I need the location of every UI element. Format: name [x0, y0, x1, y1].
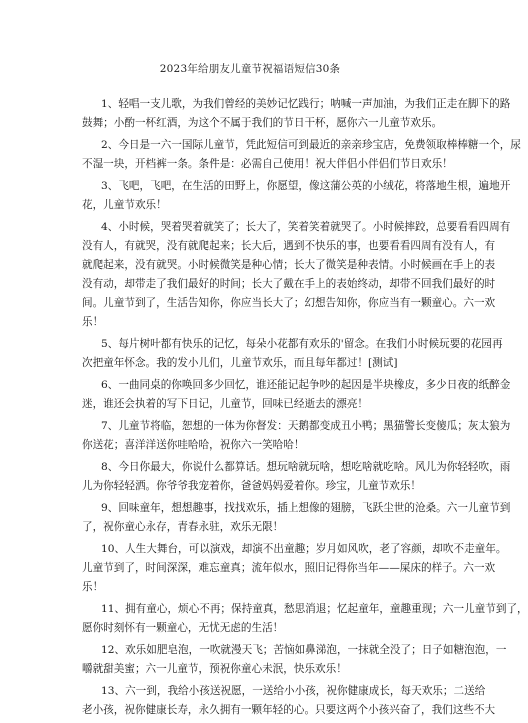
paragraph-line: 儿童节到了，时间深深，难忘童真；流年似水，照旧记得你当年——屎床的样子。六一欢	[82, 562, 496, 574]
document-body	[0, 95, 528, 723]
paragraph-line: 你送花；喜洋洋送你哇哈哈，祝你六一笑哈哈！	[82, 439, 305, 451]
paragraph	[0, 218, 511, 332]
paragraph	[0, 682, 500, 720]
paragraph-line: 没有动，却带走了我们最好的时间；长大了戴在手上的表始终动，却带不回我们最好的时	[82, 278, 496, 290]
paragraph	[0, 136, 521, 174]
paragraph-line: 2、今日是一六一国际儿童节，凭此短信可到最近的亲亲珍宝店，免费领取棒棒糖一个，尿	[101, 139, 521, 151]
paragraph-line: 儿为你轻轻洒。你爷爷我宠着你，爸爸妈妈爱着你。珍宝，儿童节欢乐！	[82, 480, 421, 492]
paragraph-line: 8、今日你最大，你说什么都算话。想玩啥就玩啥，想吃啥就吃啥。风儿为你轻轻吹，雨	[101, 461, 511, 473]
paragraph-line: 不湿一块，开档裤一条。条件是：必需自己使用！祝大伴侣小伴侣们节日欢乐！	[82, 158, 453, 170]
paragraph-line: 迷，谁还会执着的写下日记，儿童节，回味已经逝去的漂亮！	[82, 398, 369, 410]
paragraph-line: 愿你时刻怀有一颗童心，无忧无虑的生活！	[82, 622, 284, 634]
paragraph-line: 10、人生大舞台，可以演戏，却演不出童趣；岁月如风吹，老了容颜，却吹不走童年。	[101, 543, 507, 555]
paragraph-line: 9、回味童年，想想趣事，找找欢乐，插上想像的翅膀，飞跃尘世的沧桑。六一儿童节到	[101, 502, 511, 514]
paragraph	[0, 95, 511, 133]
paragraph-line: 嚼就甜美蜜；六一儿童节，预祝你童心未泯，快乐欢乐！	[82, 663, 347, 675]
paragraph-line: 就爬起来，没有就哭。小时候微笑是种心情；长大了微笑是种表情。小时候画在手上的表	[82, 259, 496, 271]
paragraph-line: 13、六一到，我给小孩送祝愿，一送给小小孩，祝你健康成长，每天欢乐；二送给	[101, 685, 486, 697]
paragraph	[0, 417, 511, 455]
paragraph-line: 3、飞吧，飞吧，在生活的田野上，你愿望，像这蒲公英的小绒花，将落地生根，遍地开	[101, 180, 511, 192]
paragraph-line: 5、每片树叶都有快乐的记忆，每朵小花都有欢乐的'留念。在我们小时候玩要的花园再	[101, 338, 503, 350]
paragraph	[0, 540, 507, 597]
paragraph	[0, 499, 511, 537]
paragraph	[0, 177, 511, 215]
paragraph-line: 花，儿童节欢乐！	[82, 199, 167, 211]
paragraph-line: 了，祝你童心永存，青春永驻，欢乐无限！	[82, 521, 284, 533]
paragraph-line: 4、小时候，哭着哭着就笑了；长大了，笑着笑着就哭了。小时候摔跤，总要看看四周有	[101, 221, 511, 233]
paragraph-line: 11、拥有童心，烦心不再；保持童真，愁思消退；忆起童年，童趣重现；六一儿童节到了，	[101, 603, 528, 615]
paragraph-line: 间。儿童节到了，生活告知你，你应当长大了；幻想告知你，你应当有一颗童心。六一欢	[82, 297, 496, 309]
paragraph	[0, 335, 503, 373]
paragraph-line: 次把童年怀念。我的发小儿们，儿童节欢乐，而且每年都过！[测试]	[82, 357, 398, 369]
paragraph-line: 12、欢乐如肥皂泡，一吹就漫天飞；苦恼如鼻涕泡，一抹就全没了；日子如糖泡泡，一	[101, 644, 507, 656]
paragraph-line: 乐！	[82, 316, 104, 328]
paragraph-line: 乐！	[82, 581, 104, 593]
paragraph-line: 没有人，有就哭，没有就爬起来；长大后，遇到不快乐的事，也要看看四周有没有人，有	[82, 240, 496, 252]
paragraph-line: 鼓舞；小酌一杯红酒，为这个不属于我们的节日干杯，愿你六一儿童节欢乐。	[82, 117, 443, 129]
paragraph	[0, 458, 511, 496]
paragraph-line: 老小孩，祝你健康长寿，永久拥有一颗年轻的心。只要这两个小孩兴奋了，我们这些不大	[82, 704, 496, 716]
paragraph-line: 1、轻唱一支儿歌，为我们曾经的美妙记忆践行；呐喊一声加油，为我们正走在脚下的路	[101, 98, 511, 110]
paragraph-line: 7、儿童节将临，恕想的一体为你督发：天鹅都变成丑小鸭；黑猫警长变傻瓜；灰太狼为	[101, 420, 511, 432]
paragraph	[0, 600, 528, 638]
paragraph-line: 6、一曲同桌的你唤回多少回忆，谁还能记起争吵的起因是半块橡皮，多少日夜的纸醉金	[101, 379, 511, 391]
paragraph	[0, 641, 507, 679]
paragraph	[0, 376, 511, 414]
document-title: 2023年给朋友儿童节祝福语短信30条	[159, 63, 341, 75]
